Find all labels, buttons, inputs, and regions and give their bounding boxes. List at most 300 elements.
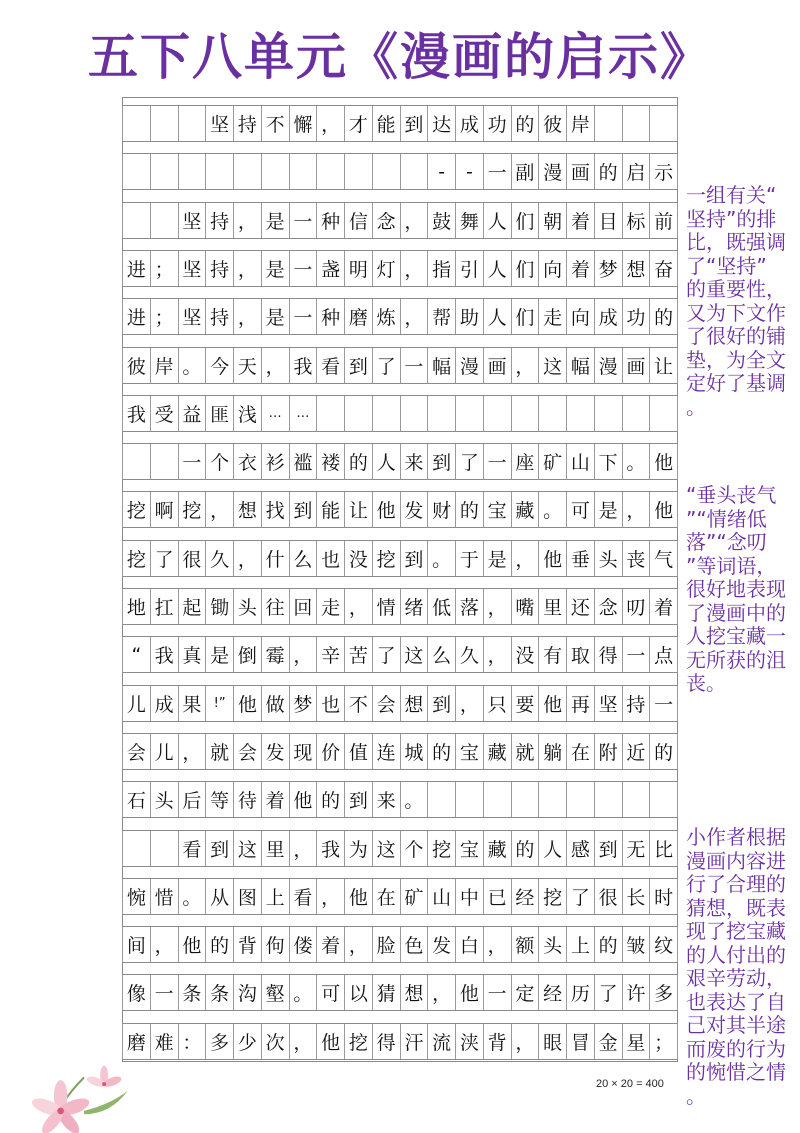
grid-cell: 不 — [345, 686, 373, 721]
grid-cell — [595, 396, 623, 431]
grid-cell: 一 — [151, 975, 179, 1010]
grid-cell: 助 — [456, 299, 484, 334]
grid-cell — [151, 831, 179, 866]
annotation-line: 漫画内容进 — [686, 848, 786, 873]
grid-cell: ； — [151, 299, 179, 334]
grid-cell: 了 — [373, 348, 401, 383]
grid-cell — [512, 396, 540, 431]
annotation-line: “垂头丧气 — [686, 483, 777, 507]
grid-cell: 他 — [539, 541, 567, 576]
grid-cell: ， — [401, 251, 429, 286]
lily-flower-decoration — [10, 1064, 138, 1133]
annotation-line: 也表达了自 — [686, 989, 786, 1014]
grid-cell: 沟 — [234, 975, 262, 1010]
grid-cell — [122, 831, 151, 866]
grid-cell: 得 — [595, 637, 623, 672]
grid-cell: 宝 — [484, 492, 512, 527]
grid-cell — [650, 782, 678, 817]
grid-cell: 次 — [262, 1024, 290, 1059]
grid-cell: ， — [262, 348, 290, 383]
grid-cell: ， — [317, 106, 345, 141]
grid-cell — [428, 782, 456, 817]
grid-cell: 了 — [151, 541, 179, 576]
grid-cell: 岸 — [151, 348, 179, 383]
grid-cell: ， — [456, 686, 484, 721]
grid-cell: 可 — [317, 975, 345, 1010]
grid-cell: 锄 — [206, 589, 234, 624]
annotation-line: 落”“念叨 — [686, 530, 767, 554]
grid-cell: 定 — [512, 975, 540, 1010]
grid-cell: 于 — [456, 541, 484, 576]
grid-cell: 来 — [373, 782, 401, 817]
grid-cell: 还 — [567, 589, 595, 624]
grid-row — [122, 781, 678, 818]
grid-cell: ， — [317, 879, 345, 914]
grid-cell: 磨 — [122, 1024, 151, 1059]
grid-cell: 头 — [595, 541, 623, 576]
grid-cell: 向 — [567, 299, 595, 334]
grid-cell: 上 — [567, 927, 595, 962]
grid-row — [122, 1023, 678, 1060]
grid-cell: 金 — [595, 1024, 623, 1059]
annotation-line: ”“情绪低 — [686, 506, 767, 531]
grid-cell: 想 — [623, 251, 651, 286]
flower-leaf — [84, 1091, 128, 1114]
grid-cell: 没 — [512, 637, 540, 672]
grid-cell: 梦 — [290, 686, 318, 721]
grid-cell: 也 — [317, 541, 345, 576]
grid-row — [122, 202, 678, 239]
grid-cell: 的 — [428, 734, 456, 769]
grid-cell: 。 — [539, 492, 567, 527]
grid-cell: 座 — [512, 444, 540, 479]
grid-cell: ， — [234, 203, 262, 238]
annotation-line: 而废的行为 — [686, 1036, 786, 1061]
grid-cell: 叨 — [623, 589, 651, 624]
grid-cell: ， — [290, 1024, 318, 1059]
grid-cell: 往 — [262, 589, 290, 624]
grid-cell: 了 — [595, 975, 623, 1010]
grid-cell: 这 — [234, 831, 262, 866]
grid-cell: 种 — [317, 203, 345, 238]
grid-cell: 漫 — [595, 348, 623, 383]
grid-cell: 幅 — [428, 348, 456, 383]
grid-cell — [567, 782, 595, 817]
grid-cell: 引 — [456, 251, 484, 286]
grid-cell: 间 — [122, 927, 151, 962]
grid-cell: 衫 — [262, 444, 290, 479]
grid-cell: 里 — [539, 589, 567, 624]
grid-cell: 做 — [262, 686, 290, 721]
grid-cell: 在 — [567, 734, 595, 769]
grid-cell: 盏 — [317, 251, 345, 286]
grid-cell: - — [428, 154, 456, 189]
grid-cell: 附 — [595, 734, 623, 769]
grid-cell: 持 — [206, 251, 234, 286]
grid-row — [122, 443, 678, 480]
grid-cell — [345, 396, 373, 431]
grid-row — [122, 395, 678, 432]
grid-row — [122, 733, 678, 770]
grid-cell: 是 — [484, 541, 512, 576]
grid-cell: 起 — [179, 589, 207, 624]
grid-cell: 宝 — [456, 831, 484, 866]
annotation-line: 定好了基调 — [686, 371, 786, 395]
grid-cell: 许 — [623, 975, 651, 1010]
grid-cell: 以 — [345, 975, 373, 1010]
grid-cell: 猜 — [373, 975, 401, 1010]
grid-cell: 少 — [234, 1024, 262, 1059]
grid-cell: 不 — [262, 106, 290, 141]
grid-cell: 发 — [428, 927, 456, 962]
grid-cell — [290, 154, 318, 189]
annotation-line: 小作者根据 — [686, 825, 786, 849]
grid-cell: 示 — [650, 154, 678, 189]
annotation-1 — [686, 184, 800, 419]
grid-cell: 人 — [373, 444, 401, 479]
grid-cell: 。 — [623, 444, 651, 479]
grid-cell: 中 — [456, 879, 484, 914]
grid-cell: 时 — [650, 879, 678, 914]
grid-cell — [317, 396, 345, 431]
grid-cell: 很 — [179, 541, 207, 576]
grid-cell: 磨 — [345, 299, 373, 334]
grid-cell: 就 — [206, 734, 234, 769]
grid-cell: ， — [428, 975, 456, 1010]
grid-row — [122, 298, 678, 335]
grid-cell: 无 — [623, 831, 651, 866]
grid-cell: 下 — [595, 444, 623, 479]
grid-cell: 没 — [345, 541, 373, 576]
grid-cell: 一 — [484, 444, 512, 479]
grid-cell: 帮 — [428, 299, 456, 334]
grid-cell: 坚 — [179, 203, 207, 238]
grid-cell: ， — [484, 637, 512, 672]
grid-cell: 比 — [650, 831, 678, 866]
grid-cell: … — [262, 396, 290, 431]
grid-cell: 已 — [484, 879, 512, 914]
grid-cell: 让 — [650, 348, 678, 383]
grid-cell: 的 — [512, 106, 540, 141]
grid-cell: 情 — [373, 589, 401, 624]
grid-cell: 躺 — [539, 734, 567, 769]
grid-cell: 待 — [234, 782, 262, 817]
grid-cell: 儿 — [151, 734, 179, 769]
grid-cell: 个 — [206, 444, 234, 479]
grid-cell: 挖 — [345, 1024, 373, 1059]
grid-cell: 能 — [373, 106, 401, 141]
grid-cell: 今 — [206, 348, 234, 383]
grid-cell: 他 — [539, 686, 567, 721]
grid-cell: 多 — [206, 1024, 234, 1059]
grid-cell: ， — [512, 1024, 540, 1059]
grid-cell: 回 — [290, 589, 318, 624]
annotation-line: 无所获的沮 — [686, 647, 786, 672]
grid-cell: 他 — [317, 1024, 345, 1059]
grid-cell: ， — [623, 492, 651, 527]
grid-cell: 也 — [317, 686, 345, 721]
grid-cell: ， — [151, 927, 179, 962]
grid-cell: 念 — [595, 589, 623, 624]
grid-cell: 到 — [401, 541, 429, 576]
grid-cell: 会 — [122, 734, 151, 769]
grid-cell: 像 — [122, 975, 151, 1010]
grid-cell: 发 — [262, 734, 290, 769]
grid-cell: 这 — [539, 348, 567, 383]
grid-cell: 的 — [650, 299, 678, 334]
grid-cell: 灯 — [373, 251, 401, 286]
grid-cell: 里 — [262, 831, 290, 866]
grid-cell: 一 — [401, 348, 429, 383]
grid-cell: 想 — [401, 686, 429, 721]
grid-cell: 彼 — [539, 106, 567, 141]
grid-cell: - — [456, 154, 484, 189]
grid-cell: 财 — [428, 492, 456, 527]
grid-cell: ， — [345, 589, 373, 624]
grid-cell: 坚 — [179, 299, 207, 334]
grid-cell: 向 — [539, 251, 567, 286]
grid-cell: 扛 — [151, 589, 179, 624]
grid-cell: 历 — [567, 975, 595, 1010]
grid-cell: 幅 — [567, 348, 595, 383]
grid-cell: 成 — [595, 299, 623, 334]
grid-cell: 有 — [539, 637, 567, 672]
grid-cell: 一 — [484, 975, 512, 1010]
lily-flower-icon — [30, 1080, 92, 1133]
grid-cell: 再 — [567, 686, 595, 721]
grid-cell — [373, 396, 401, 431]
annotation-line: 己对其半途 — [686, 1013, 786, 1037]
annotation-line: 一组有关“ — [686, 183, 777, 207]
grid-cell: 个 — [401, 831, 429, 866]
grid-cell: 惜 — [151, 879, 179, 914]
grid-cell: 经 — [512, 879, 540, 914]
grid-cell: … — [290, 396, 318, 431]
grid-cell: ； — [650, 1024, 678, 1059]
grid-cell: 经 — [539, 975, 567, 1010]
grid-cell: ， — [484, 589, 512, 624]
grid-cell: 的 — [595, 154, 623, 189]
grid-row — [122, 830, 678, 867]
grid-cell — [151, 444, 179, 479]
grid-cell — [401, 154, 429, 189]
grid-cell: 佝 — [262, 927, 290, 962]
grid-cell: ， — [290, 637, 318, 672]
grid-cell: 到 — [428, 444, 456, 479]
grid-cell: ， — [401, 299, 429, 334]
grid-cell — [512, 782, 540, 817]
grid-cell: 为 — [345, 831, 373, 866]
grid-cell: 了 — [373, 637, 401, 672]
grid-cell: 达 — [428, 106, 456, 141]
grid-cell: 头 — [234, 589, 262, 624]
grid-cell: !” — [206, 686, 234, 721]
grid-cell: 褛 — [317, 444, 345, 479]
grid-cell: 真 — [179, 637, 207, 672]
grid-cell: 头 — [151, 782, 179, 817]
grid-cell: 看 — [290, 879, 318, 914]
grid-cell: 浅 — [234, 396, 262, 431]
grid-row — [122, 105, 678, 142]
grid-cell: 念 — [373, 203, 401, 238]
grid-cell — [567, 396, 595, 431]
grid-cell: 辛 — [317, 637, 345, 672]
grid-cell — [345, 154, 373, 189]
grid-cell: 明 — [345, 251, 373, 286]
grid-cell: 一 — [290, 203, 318, 238]
grid-cell: 指 — [428, 251, 456, 286]
grid-cell: 值 — [345, 734, 373, 769]
grid-cell: 衣 — [234, 444, 262, 479]
grid-cell: 气 — [650, 541, 678, 576]
grid-cell: 么 — [428, 637, 456, 672]
grid-cell: 很 — [595, 879, 623, 914]
grid-cell: 功 — [623, 299, 651, 334]
grid-cell: 的 — [595, 927, 623, 962]
grid-cell: 他 — [234, 686, 262, 721]
grid-cell: 城 — [401, 734, 429, 769]
grid-cell: 着 — [650, 589, 678, 624]
grid-cell: ， — [484, 927, 512, 962]
grid-cell: 找 — [262, 492, 290, 527]
grid-cell: 让 — [345, 492, 373, 527]
annotation-line: 的惋惜之情 — [686, 1060, 786, 1084]
grid-cell — [122, 154, 151, 189]
grid-cell: 从 — [206, 879, 234, 914]
grid-cell: 这 — [373, 831, 401, 866]
grid-cell: 久 — [456, 637, 484, 672]
grid-cell: 匪 — [206, 396, 234, 431]
grid-cell: 图 — [234, 879, 262, 914]
grid-cell — [262, 154, 290, 189]
annotation-line: 了很好的铺 — [686, 324, 786, 348]
grid-cell: 漫 — [456, 348, 484, 383]
grid-row — [122, 491, 678, 528]
grid-cell: ， — [234, 541, 262, 576]
grid-cell — [650, 396, 678, 431]
grid-cell: 后 — [179, 782, 207, 817]
grid-cell: 绪 — [401, 589, 429, 624]
grid-cell: ， — [206, 492, 234, 527]
grid-cell: 地 — [122, 589, 151, 624]
grid-cell: 会 — [234, 734, 262, 769]
grid-cell: 到 — [428, 686, 456, 721]
annotation-line: ”等词语， — [686, 553, 777, 578]
grid-cell: 条 — [206, 975, 234, 1010]
grid-cell: 人 — [539, 831, 567, 866]
annotation-line: 行了合理的 — [686, 872, 786, 896]
grid-cell: 就 — [512, 734, 540, 769]
grid-cell: 一 — [484, 154, 512, 189]
grid-cell: 等 — [206, 782, 234, 817]
grid-cell: 一 — [179, 444, 207, 479]
grid-cell: 画 — [623, 348, 651, 383]
grid-cell: 。 — [428, 541, 456, 576]
grid-cell — [623, 396, 651, 431]
grid-cell: 目 — [595, 203, 623, 238]
grid-cell: ， — [512, 348, 540, 383]
grid-cell: 功 — [484, 106, 512, 141]
grid-cell: 标 — [623, 203, 651, 238]
grid-cell: 他 — [179, 927, 207, 962]
grid-cell: 星 — [623, 1024, 651, 1059]
grid-cell: 长 — [623, 879, 651, 914]
grid-cell: 是 — [206, 637, 234, 672]
grid-cell: 信 — [345, 203, 373, 238]
grid-cell: 益 — [179, 396, 207, 431]
grid-cell: 鼓 — [428, 203, 456, 238]
grid-cell: “ — [122, 637, 151, 672]
grid-cell: 。 — [401, 782, 429, 817]
grid-cell: 浃 — [456, 1024, 484, 1059]
grid-cell: 霉 — [262, 637, 290, 672]
grid-cell: 的 — [317, 782, 345, 817]
grid-row — [122, 974, 678, 1011]
grid-cell — [122, 106, 151, 141]
grid-cell: 得 — [373, 1024, 401, 1059]
grid-cell: 启 — [623, 154, 651, 189]
grid-cell: 感 — [567, 831, 595, 866]
grid-cell: ， — [290, 831, 318, 866]
grid-cell: 额 — [512, 927, 540, 962]
annotation-line: 丧。 — [686, 671, 726, 695]
annotation-2 — [686, 484, 800, 696]
grid-cell: 挖 — [179, 492, 207, 527]
grid-cell: 上 — [262, 879, 290, 914]
grid-cell: 。 — [179, 879, 207, 914]
grid-cell: 我 — [290, 348, 318, 383]
grid-cell — [428, 396, 456, 431]
grid-cell: 。 — [179, 348, 207, 383]
grid-cell — [539, 396, 567, 431]
grid-cell: 取 — [567, 637, 595, 672]
grid-cell: 这 — [401, 637, 429, 672]
annotation-line: 了漫画中的 — [686, 600, 786, 625]
annotation-line: 的人付出的 — [686, 942, 786, 967]
grid-cell: 坚 — [179, 251, 207, 286]
grid-cell: 倒 — [234, 637, 262, 672]
grid-cell: 才 — [345, 106, 373, 141]
grid-cell: 持 — [206, 203, 234, 238]
grid-cell: 了 — [456, 444, 484, 479]
grid-row — [122, 540, 678, 577]
grid-cell: 偻 — [290, 927, 318, 962]
annotation-line: 。 — [686, 1083, 706, 1108]
grid-cell: 果 — [179, 686, 207, 721]
grid-cell: 人 — [484, 299, 512, 334]
grid-cell — [373, 154, 401, 189]
grid-cell: 坚 — [595, 686, 623, 721]
grid-cell: 着 — [317, 927, 345, 962]
grid-cell: 种 — [317, 299, 345, 334]
grid-cell — [401, 396, 429, 431]
grid-cell: 一 — [290, 299, 318, 334]
grid-row — [122, 685, 678, 722]
grid-cell — [484, 782, 512, 817]
grid-cell: 们 — [512, 203, 540, 238]
grid-cell: 漫 — [539, 154, 567, 189]
grid-cell: 他 — [290, 782, 318, 817]
grid-cell: 价 — [317, 734, 345, 769]
grid-cell: 他 — [650, 444, 678, 479]
grid-cell: 多 — [650, 975, 678, 1010]
grid-cell: 可 — [567, 492, 595, 527]
grid-cell — [317, 154, 345, 189]
grid-cell: 看 — [317, 348, 345, 383]
grid-cell: 我 — [317, 831, 345, 866]
grid-cell: ， — [345, 927, 373, 962]
grid-cell — [650, 106, 678, 141]
